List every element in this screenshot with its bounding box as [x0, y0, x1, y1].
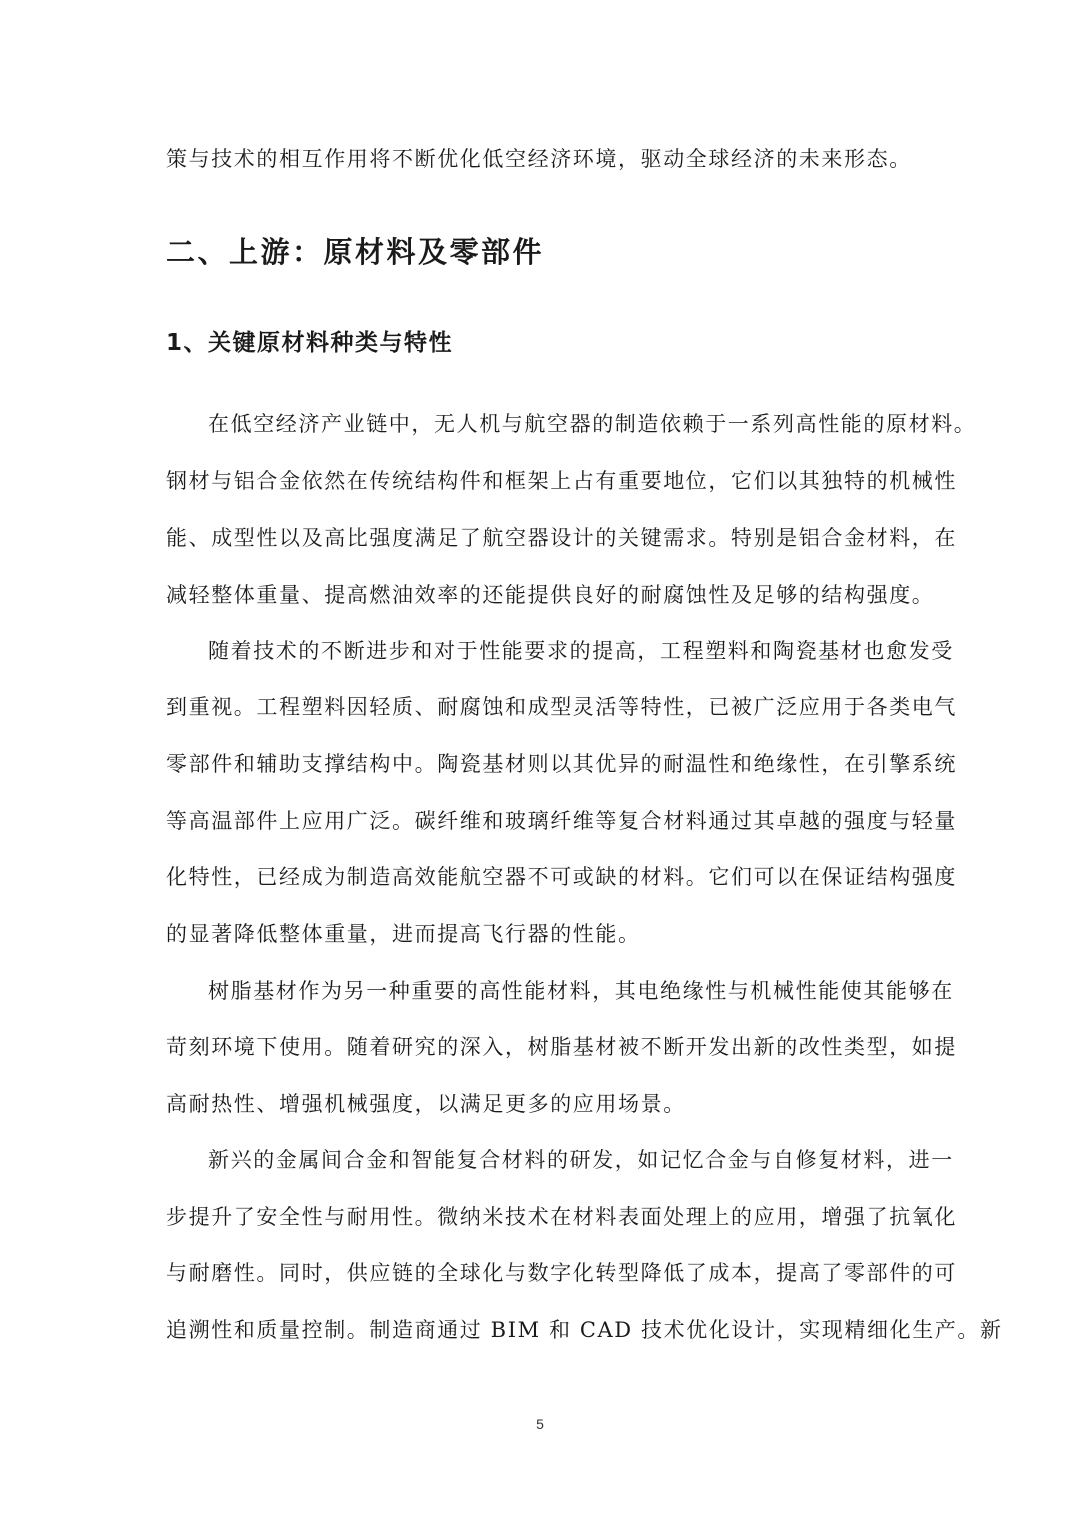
paragraph-line: 等高温部件上应用广泛。碳纤维和玻璃纤维等复合材料通过其卓越的强度与轻量 — [166, 809, 957, 833]
paragraph-line: 零部件和辅助支撑结构中。陶瓷基材则以其优异的耐温性和绝缘性，在引擎系统 — [166, 752, 957, 776]
paragraph-line: 的显著降低整体重量，进而提高飞行器的性能。 — [166, 922, 641, 946]
paragraph-line: 随着技术的不断进步和对于性能要求的提高，工程塑料和陶瓷基材也愈发受 — [208, 639, 954, 663]
paragraph-line: 策与技术的相互作用将不断优化低空经济环境，驱动全球经济的未来形态。 — [166, 147, 912, 171]
page-number: 5 — [536, 1416, 544, 1432]
paragraph-line: 在低空经济产业链中，无人机与航空器的制造依赖于一系列高性能的原材料。 — [208, 412, 977, 436]
paragraph-line: 新兴的金属间合金和智能复合材料的研发，如记忆合金与自修复材料，进一 — [208, 1148, 954, 1172]
paragraph-line: 钢材与铝合金依然在传统结构件和框架上占有重要地位，它们以其独特的机械性 — [166, 469, 957, 493]
paragraph-line: 树脂基材作为另一种重要的高性能材料，其电绝缘性与机械性能使其能够在 — [208, 979, 954, 1003]
paragraph-line: 化特性，已经成为制造高效能航空器不可或缺的材料。它们可以在保证结构强度 — [166, 865, 957, 889]
subsection-heading: 1、关键原材料种类与特性 — [166, 330, 454, 356]
paragraph-line: 苛刻环境下使用。随着研究的深入，树脂基材被不断开发出新的改性类型，如提 — [166, 1035, 957, 1059]
paragraph-line: 高耐热性、增强机械强度，以满足更多的应用场景。 — [166, 1092, 686, 1116]
paragraph-line: 与耐磨性。同时，供应链的全球化与数字化转型降低了成本，提高了零部件的可 — [166, 1261, 957, 1285]
paragraph-line: 追溯性和质量控制。制造商通过 BIM 和 CAD 技术优化设计，实现精细化生产。新 — [166, 1318, 1003, 1342]
paragraph-line: 减轻整体重量、提高燃油效率的还能提供良好的耐腐蚀性及足够的结构强度。 — [166, 583, 935, 607]
paragraph-line: 到重视。工程塑料因轻质、耐腐蚀和成型灵活等特性，已被广泛应用于各类电气 — [166, 695, 957, 719]
paragraph-line: 步提升了安全性与耐用性。微纳米技术在材料表面处理上的应用，增强了抗氧化 — [166, 1205, 957, 1229]
paragraph-line: 能、成型性以及高比强度满足了航空器设计的关键需求。特别是铝合金材料，在 — [166, 526, 957, 550]
section-heading: 二、上游：原材料及零部件 — [166, 235, 545, 269]
